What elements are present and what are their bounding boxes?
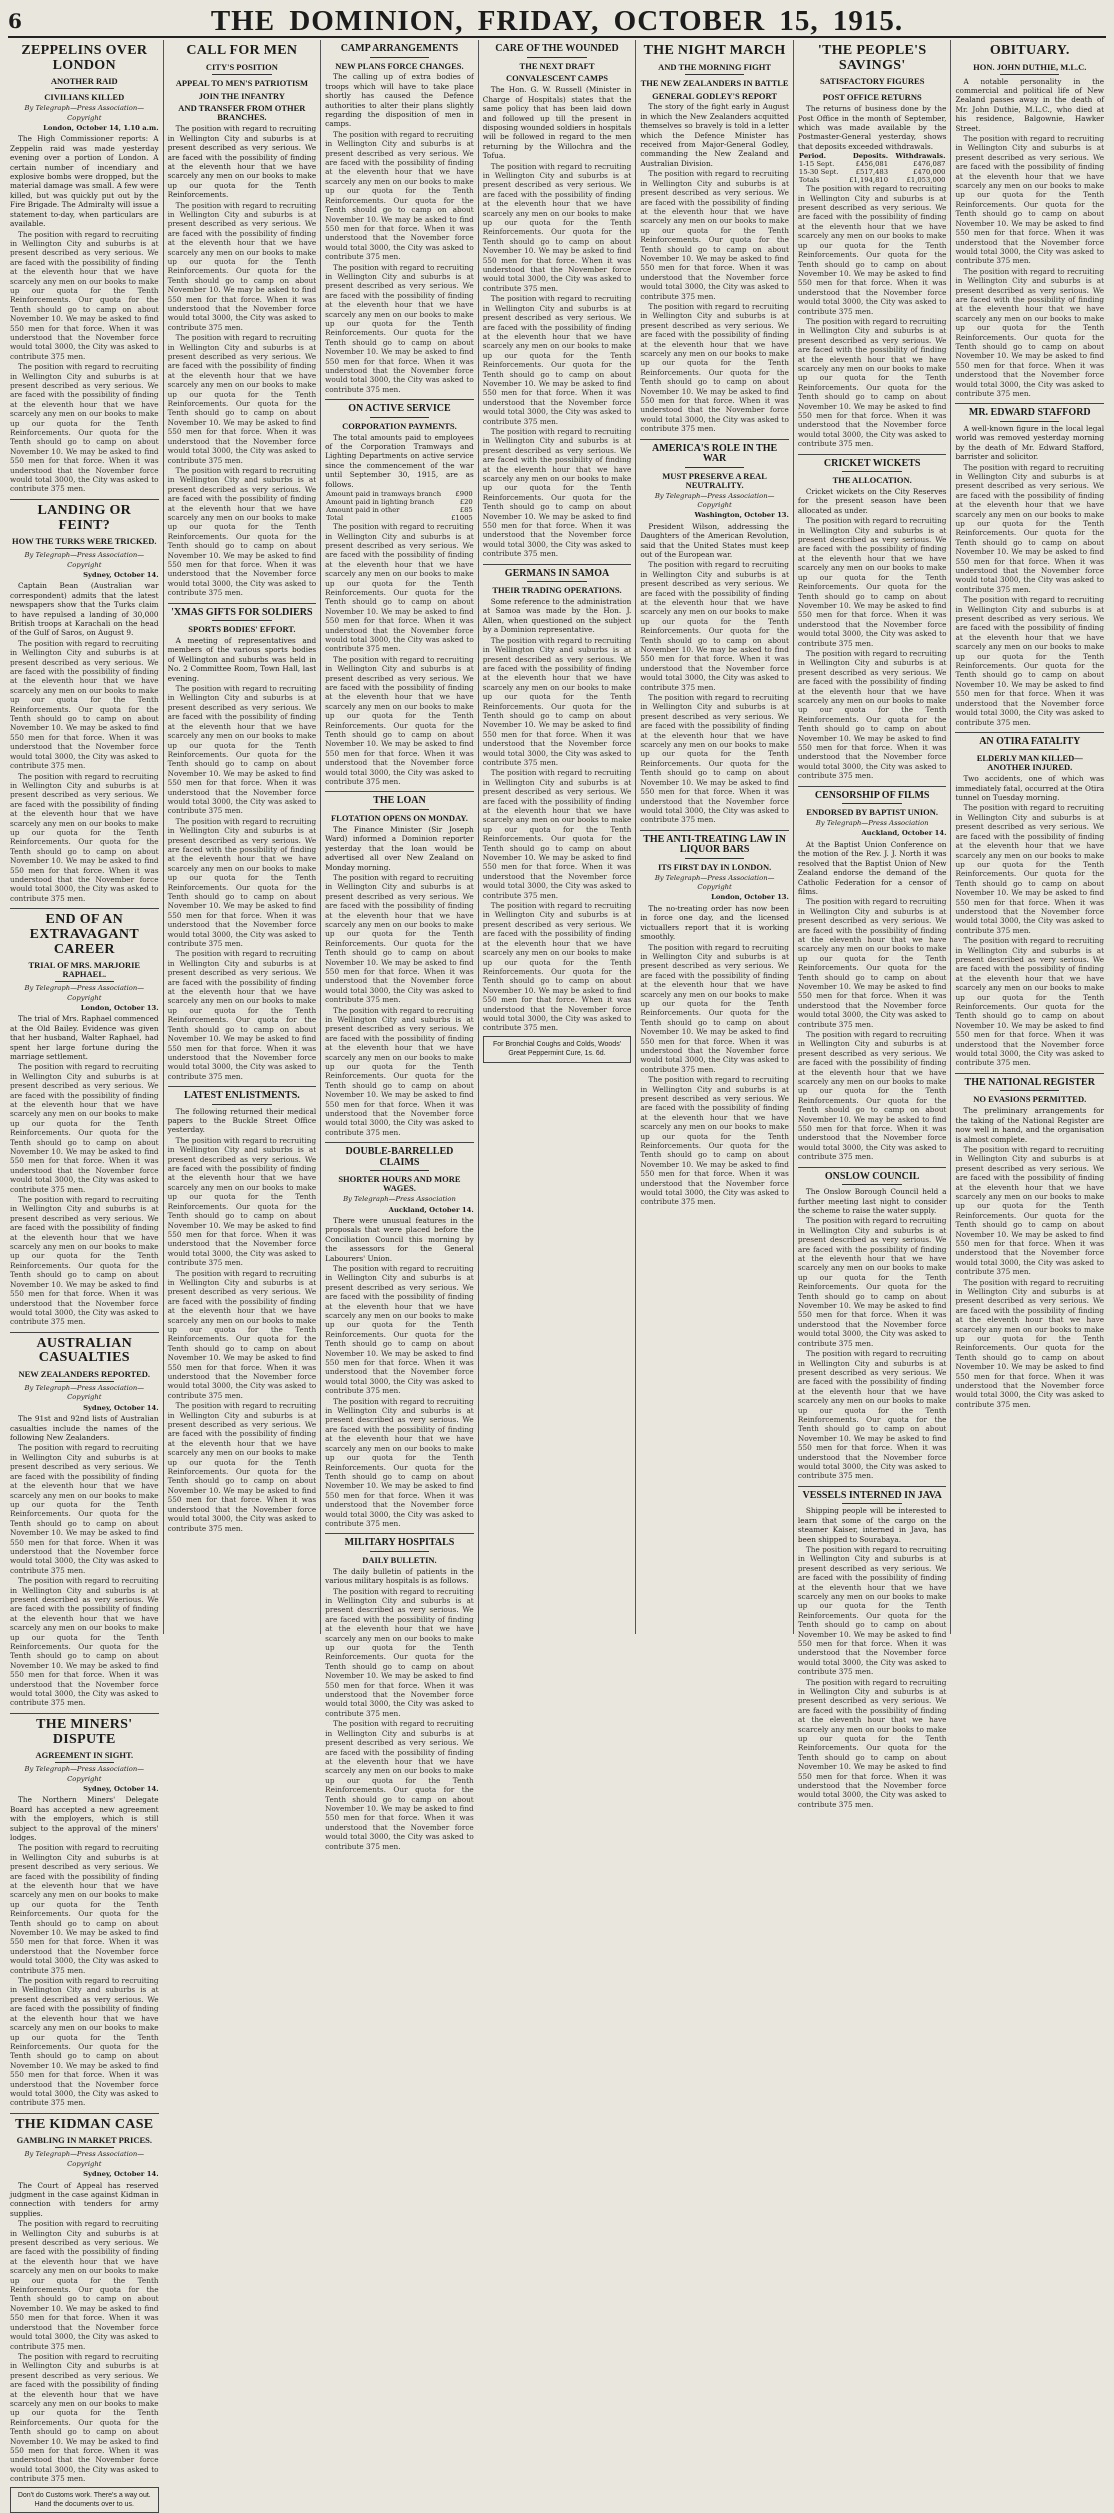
heading-rule [370, 1551, 429, 1552]
article-body-continued: The position with regard to recruiting in Wellington City and suburbs is at present described as very serious. We are faced with the possibility of finding at the eleventh hour that we have scarcely any men on our books to make up our quota for the Tenth Reinforcements. Our quota for the Tenth should go to camp on about November 10. We may be asked to find 550 men for that force. When it was understood that the November force would total 3000, the City was asked to contribute 375 men. [797, 1216, 947, 1348]
article-body-continued: The position with regard to recruiting in Wellington City and suburbs is at present described as very serious. We are faced with the possibility of finding at the eleventh hour that we have scarcely any men on our books to make up our quota for the Tenth Reinforcements. Our quota for the Tenth should go to camp on about November 10. We may be asked to find 550 men for that force. When it was understood that the November force would total 3000, the City was asked to contribute 375 men. [325, 872, 474, 1005]
article-divider [10, 2113, 159, 2114]
article-body-continued: The position with regard to recruiting in Wellington City and suburbs is at present described as very serious. We are faced with the possibility of finding at the eleventh hour that we have scarcely any men on our books to make up our quota for the Tenth Reinforcements. Our quota for the Tenth should go to camp on about November 10. We may be asked to find 550 men for that force. When it was understood that the November force would total 3000, the City was asked to contribute 375 men. [482, 294, 632, 426]
article-divider [640, 830, 789, 831]
article-headline: THE KIDMAN CASE [15, 2116, 154, 2132]
article-headline: 'THE PEOPLE'S SAVINGS' [817, 43, 927, 73]
article-subheading: HON. JOHN DUTHIE, M.L.C. [973, 61, 1087, 72]
article-body-continued: The position with regard to recruiting in Wellington City and suburbs is at present described as very serious. We are faced with the possibility of finding at the eleventh hour that we have scarcely any men on our books to make up our quota for the Tenth Reinforcements. Our quota for the Tenth should go to camp on about November 10. We may be asked to find 550 men for that force. When it was understood that the November force would total 3000, the City was asked to contribute 375 men. [10, 638, 159, 771]
article-divider [955, 403, 1104, 404]
article-subheading: NEW ZEALANDERS REPORTED. [18, 1369, 151, 1380]
article-subheading: CENSORSHIP OF FILMS [814, 789, 930, 801]
payments-label: Amount paid in other [326, 506, 400, 515]
heading-rule [685, 858, 744, 859]
article-body: Cricket wickets on the City Reserves for the present season have been allocated as under. [797, 487, 947, 515]
article-body-continued: The position with regard to recruiting in Wellington City and suburbs is at present described as very serious. We are faced with the possibility of finding at the eleventh hour that we have scarcely any men on our books to make up our quota for the Tenth Reinforcements. Our quota for the Tenth should go to camp on about November 10. We may be asked to find 550 men for that force. When it was understood that the November force would total 3000, the City was asked to contribute 375 men. [482, 161, 632, 293]
article-divider [483, 564, 632, 565]
article-body: Captain Bean (Australian war correspondent) admits that the latest newspapers show that the Turks claim to have repulsed a landing of 30,000 British troops at Karachali on the head of the Gulf of Saros, on August 9. [10, 581, 159, 638]
article-subheading: JOIN THE INFANTRY [198, 90, 286, 101]
article-body-continued: The position with regard to recruiting in Wellington City and suburbs is at present described as very serious. We are faced with the possibility of finding at the eleventh hour that we have scarcely any men on our books to make up our quota for the Tenth Reinforcements. Our quota for the Tenth should go to camp on about November 10. We may be asked to find 550 men for that force. When it was understood that the November force would total 3000, the City was asked to contribute 375 men. [955, 936, 1105, 1068]
heading-rule [370, 809, 429, 810]
article-subheading: POST OFFICE RETURNS [822, 92, 922, 103]
article-divider [10, 908, 159, 909]
table-cell: £517,483 [855, 168, 889, 177]
article-body-continued: The position with regard to recruiting in Wellington City and suburbs is at present described as very serious. We are faced with the possibility of finding at the eleventh hour that we have scarcely any men on our books to make up our quota for the Tenth Reinforcements. Our quota for the Tenth should go to camp on about November 10. We may be asked to find 550 men for that force. When it was understood that the November force would total 3000, the City was asked to contribute 375 men. [10, 229, 159, 361]
article-body-continued: The position with regard to recruiting in Wellington City and suburbs is at present described as very serious. We are faced with the possibility of finding at the eleventh hour that we have scarcely any men on our books to make up our quota for the Tenth Reinforcements. Our quota for the Tenth should go to camp on about November 10. We may be asked to find 550 men for that force. When it was understood that the November force would total 3000, the City was asked to contribute 375 men. [325, 129, 474, 262]
press-credit: By Telegraph—Press Association—Copyright [24, 104, 145, 122]
article-body-continued: The position with regard to recruiting in Wellington City and suburbs is at present described as very serious. We are faced with the possibility of finding at the eleventh hour that we have scarcely any men on our books to make up our quota for the Tenth Reinforcements. Our quota for the Tenth should go to camp on about November 10. We may be asked to find 550 men for that force. When it was understood that the November force would total 3000, the City was asked to contribute 375 men. [797, 516, 947, 648]
heading-rule [370, 57, 429, 58]
masthead-title [48, 5, 1066, 38]
article-subheading: MR. EDWARD STAFFORD [968, 407, 1091, 419]
article-body-continued: The position with regard to recruiting in Wellington City and suburbs is at present described as very serious. We are faced with the possibility of finding at the eleventh hour that we have scarcely any men on our books to make up our quota for the Tenth Reinforcements. Our quota for the Tenth should go to camp on about November 10. We may be asked to find 550 men for that force. When it was understood that the November force would total 3000, the City was asked to contribute 375 men. [482, 426, 632, 559]
article-subheading: THE NEW ZEALANDERS IN BATTLE [640, 77, 789, 88]
article-body: The following returned their medical papers to the Buckle Street Office yesterday. [167, 1106, 317, 1135]
article-body-continued: The position with regard to recruiting in Wellington City and suburbs is at present described as very serious. We are faced with the possibility of finding at the eleventh hour that we have scarcely any men on our books to make up our quota for the Tenth Reinforcements. Our quota for the Tenth should go to camp on about November 10. We may be asked to find 550 men for that force. When it was understood that the November force would total 3000, the City was asked to contribute 375 men. [955, 803, 1105, 935]
article-body-continued: The position with regard to recruiting in Wellington City and suburbs is at present described as very serious. We are faced with the possibility of finding at the eleventh hour that we have scarcely any men on our books to make up our quota for the Tenth Reinforcements. Our quota for the Tenth should go to camp on about November 10. We may be asked to find 550 men for that force. When it was understood that the November force would total 3000, the City was asked to contribute 375 men. [325, 654, 474, 787]
table-cell: £476,087 [913, 160, 946, 169]
article-body-continued: The position with regard to recruiting in Wellington City and suburbs is at present described as very serious. We are faced with the possibility of finding at the eleventh hour that we have scarcely any men on our books to make up our quota for the Tenth Reinforcements. Our quota for the Tenth should go to camp on about November 10. We may be asked to find 550 men for that force. When it was understood that the November force would total 3000, the City was asked to contribute 375 men. [10, 1062, 159, 1194]
article-body-continued: The position with regard to recruiting in Wellington City and suburbs is at present described as very serious. We are faced with the possibility of finding at the eleventh hour that we have scarcely any men on our books to make up our quota for the Tenth Reinforcements. Our quota for the Tenth should go to camp on about November 10. We may be asked to find 550 men for that force. When it was understood that the November force would total 3000, the City was asked to contribute 375 men. [955, 1144, 1105, 1277]
article-body-continued: The position with regard to recruiting in Wellington City and suburbs is at present described as very serious. We are faced with the possibility of finding at the eleventh hour that we have scarcely any men on our books to make up our quota for the Tenth Reinforcements. Our quota for the Tenth should go to camp on about November 10. We may be asked to find 550 men for that force. When it was understood that the November force would total 3000, the City was asked to contribute 375 men. [640, 1075, 789, 1207]
article-divider [798, 786, 947, 787]
article-subheading: THE ALLOCATION. [832, 475, 912, 486]
article-body-continued: The position with regard to recruiting in Wellington City and suburbs is at present described as very serious. We are faced with the possibility of finding at the eleventh hour that we have scarcely any men on our books to make up our quota for the Tenth Reinforcements. Our quota for the Tenth should go to camp on about November 10. We may be asked to find 550 men for that force. When it was understood that the November force would total 3000, the City was asked to contribute 375 men. [167, 684, 317, 816]
article-body-continued: The position with regard to recruiting in Wellington City and suburbs is at present described as very serious. We are faced with the possibility of finding at the eleventh hour that we have scarcely any men on our books to make up our quota for the Tenth Reinforcements. Our quota for the Tenth should go to camp on about November 10. We may be asked to find 550 men for that force. When it was understood that the November force would total 3000, the City was asked to contribute 375 men. [167, 949, 317, 1081]
heading-rule [527, 581, 586, 582]
payments-row [325, 498, 474, 506]
article-divider [10, 1332, 159, 1333]
article-body-continued: The position with regard to recruiting in Wellington City and suburbs is at present described as very serious. We are faced with the possibility of finding at the eleventh hour that we have scarcely any men on our books to make up our quota for the Tenth Reinforcements. Our quota for the Tenth should go to camp on about November 10. We may be asked to find 550 men for that force. When it was understood that the November force would total 3000, the City was asked to contribute 375 men. [167, 1135, 317, 1268]
article-body: The Finance Minister (Sir Joseph Ward) informed a Dominion reporter yesterday that the loan would be advertised all over New Zealand on Monday morning. [325, 824, 474, 872]
article-subheading: AMERICA'S ROLE IN THE WAR [652, 442, 778, 465]
article-body: At the Baptist Union Conference on the motion of the Rev. J. J. North it was resolved that the Baptist Union of New Zealand endorse the demand of the Catholic Federation for a censor of films. [797, 839, 947, 896]
table-cell: £1,194,810 [849, 176, 889, 185]
article-body-continued: The position with regard to recruiting in Wellington City and suburbs is at present described as very serious. We are faced with the possibility of finding at the eleventh hour that we have scarcely any men on our books to make up our quota for the Tenth Reinforcements. Our quota for the Tenth should go to camp on about November 10. We may be asked to find 550 men for that force. When it was understood that the November force would total 3000, the City was asked to contribute 375 men. [167, 200, 317, 332]
press-credit: By Telegraph—Press Association [815, 819, 929, 828]
article-subheading: CITY'S POSITION [205, 61, 278, 72]
dateline: Sydney, October 14. [83, 570, 159, 579]
press-credit: By Telegraph—Press Association—Copyright [24, 1765, 145, 1783]
heading-rule [55, 1381, 114, 1382]
article-subheading: TRIAL OF MRS. MARJORIE RAPHAEL. [28, 960, 141, 980]
table-cell: Totals [798, 176, 820, 185]
article-divider [798, 1167, 947, 1168]
article-body-continued: The position with regard to recruiting in Wellington City and suburbs is at present described as very serious. We are faced with the possibility of finding at the eleventh hour that we have scarcely any men on our books to make up our quota for the Tenth Reinforcements. Our quota for the Tenth should go to camp on about November 10. We may be asked to find 550 men for that force. When it was understood that the November force would total 3000, the City was asked to contribute 375 men. [10, 1976, 159, 2108]
article-subheading: DAILY BULLETIN. [362, 1554, 437, 1565]
masthead [8, 6, 1106, 38]
article-body: There were unusual features in the proposals that were placed before the Conciliation Council this morning by the assessors for the General Labourers' Union. [325, 1215, 474, 1263]
payments-table [325, 490, 474, 522]
heading-rule [685, 467, 744, 468]
article-headline: CALL FOR MEN [186, 43, 298, 58]
article-body-continued: The position with regard to recruiting in Wellington City and suburbs is at present described as very serious. We are faced with the possibility of finding at the eleventh hour that we have scarcely any men on our books to make up our quota for the Tenth Reinforcements. Our quota for the Tenth should go to camp on about November 10. We may be asked to find 550 men for that force. When it was understood that the November force would total 3000, the City was asked to contribute 375 men. [955, 266, 1105, 399]
article-body: A well-known figure in the local legal world was removed yesterday morning by the death of Mr. Edward Stafford, barrister and solicitor. [955, 423, 1105, 462]
table-row [798, 176, 947, 184]
article-body-continued: The position with regard to recruiting in Wellington City and suburbs is at present described as very serious. We are faced with the possibility of finding at the eleventh hour that we have scarcely any men on our books to make up our quota for the Tenth Reinforcements. Our quota for the Tenth should go to camp on about November 10. We may be asked to find 550 men for that force. When it was understood that the November force would total 3000, the City was asked to contribute 375 men. [167, 816, 317, 949]
column [164, 40, 322, 1634]
press-credit: By Telegraph—Press Association—Copyright [24, 2150, 145, 2168]
payments-total-label: Total [326, 514, 344, 523]
article-body: The daily bulletin of patients in the various military hospitals is as follows. [325, 1566, 474, 1586]
article-body-continued: The position with regard to recruiting in Wellington City and suburbs is at present described as very serious. We are faced with the possibility of finding at the eleventh hour that we have scarcely any men on our books to make up our quota for the Tenth Reinforcements. Our quota for the Tenth should go to camp on about November 10. We may be asked to find 550 men for that force. When it was understood that the November force would total 3000, the City was asked to contribute 375 men. [482, 635, 632, 767]
press-credit: By Telegraph—Press Association [343, 1195, 456, 1204]
article-divider [325, 399, 474, 400]
heading-rule [370, 417, 429, 418]
heading-rule [212, 620, 271, 621]
article-headline: THE MINERS' DISPUTE [36, 1716, 133, 1747]
article-subheading: AND TRANSFER FROM OTHER BRANCHES. [178, 103, 306, 123]
article-body-continued: The position with regard to recruiting in Wellington City and suburbs is at present described as very serious. We are faced with the possibility of finding at the eleventh hour that we have scarcely any men on our books to make up our quota for the Tenth Reinforcements. Our quota for the Tenth should go to camp on about November 10. We may be asked to find 550 men for that force. When it was understood that the November force would total 3000, the City was asked to contribute 375 men. [10, 1843, 159, 1975]
post-office-table [798, 152, 947, 184]
article-body: The total amounts paid to employees of the Corporation Tramways and Lighting Departments on active service since the commencement of the war until September 30, 1915, are as follows. [325, 432, 474, 489]
article-body-continued: The position with regard to recruiting in Wellington City and suburbs is at present described as very serious. We are faced with the possibility of finding at the eleventh hour that we have scarcely any men on our books to make up our quota for the Tenth Reinforcements. Our quota for the Tenth should go to camp on about November 10. We may be asked to find 550 men for that force. When it was understood that the November force would total 3000, the City was asked to contribute 375 men. [167, 1268, 317, 1400]
article-body: Two accidents, one of which was immediately fatal, occurred at the Otira tunnel on Tuesday morning. [955, 774, 1105, 803]
article-headline: AUSTRALIAN CASUALTIES [36, 1335, 133, 1366]
article-body-continued: The position with regard to recruiting in Wellington City and suburbs is at present described as very serious. We are faced with the possibility of finding at the eleventh hour that we have scarcely any men on our books to make up our quota for the Tenth Reinforcements. Our quota for the Tenth should go to camp on about November 10. We may be asked to find 550 men for that force. When it was understood that the November force would total 3000, the City was asked to contribute 375 men. [10, 2351, 159, 2484]
article-body-continued: The position with regard to recruiting in Wellington City and suburbs is at present described as very serious. We are faced with the possibility of finding at the eleventh hour that we have scarcely any men on our books to make up our quota for the Tenth Reinforcements. Our quota for the Tenth should go to camp on about November 10. We may be asked to find 550 men for that force. When it was understood that the November force would total 3000, the City was asked to contribute 375 men. [10, 362, 159, 494]
masthead-word: OCTOBER [613, 4, 766, 37]
payments-value: £85 [459, 506, 473, 515]
column [794, 40, 952, 1809]
heading-rule [1000, 421, 1059, 422]
payments-row [325, 506, 474, 514]
article-subheading: AND THE MORNING FIGHT [658, 61, 772, 72]
table-header: Deposits. [852, 152, 889, 161]
heading-rule [842, 1503, 901, 1504]
article-body-continued: The position with regard to recruiting in Wellington City and suburbs is at present described as very serious. We are faced with the possibility of finding at the eleventh hour that we have scarcely any men on our books to make up our quota for the Tenth Reinforcements. Our quota for the Tenth should go to camp on about November 10. We may be asked to find 550 men for that force. When it was understood that the November force would total 3000, the City was asked to contribute 375 men. [640, 560, 789, 692]
dateline: Auckland, October 14. [388, 1205, 474, 1214]
dateline: Sydney, October 14. [83, 1784, 159, 1793]
article-body-continued: The position with regard to recruiting in Wellington City and suburbs is at present described as very serious. We are faced with the possibility of finding at the eleventh hour that we have scarcely any men on our books to make up our quota for the Tenth Reinforcements. Our quota for the Tenth should go to camp on about November 10. We may be asked to find 550 men for that force. When it was understood that the November force would total 3000, the City was asked to contribute 375 men. [797, 897, 947, 1029]
article-subheading: CARE OF THE WOUNDED [495, 43, 619, 54]
dateline: London, October 13. [711, 893, 789, 902]
column [951, 40, 1108, 1634]
article-subheading: CIVILIANS KILLED [44, 92, 125, 103]
heading-rule [212, 1104, 271, 1105]
article-subheading: GERMANS IN SAMOA [504, 567, 610, 579]
article-body-continued: The position with regard to recruiting in Wellington City and suburbs is at present described as very serious. We are faced with the possibility of finding at the eleventh hour that we have scarcely any men on our books to make up our quota for the Tenth Reinforcements. Our quota for the Tenth should go to camp on about November 10. We may be asked to find 550 men for that force. When it was understood that the November force would total 3000, the City was asked to contribute 375 men. [640, 301, 789, 434]
payments-total-row [325, 514, 474, 522]
table-cell: 1-15 Sept. [798, 160, 835, 169]
article-body: The Onslow Borough Council held a further meeting last night to consider the scheme to raise the water supply. [797, 1187, 947, 1215]
article-subheading: THE LOAN [373, 795, 426, 807]
article-body-continued: The position with regard to recruiting in Wellington City and suburbs is at present described as very serious. We are faced with the possibility of finding at the eleventh hour that we have scarcely any men on our books to make up our quota for the Tenth Reinforcements. Our quota for the Tenth should go to camp on about November 10. We may be asked to find 550 men for that force. When it was understood that the November force would total 3000, the City was asked to contribute 375 men. [955, 1277, 1105, 1409]
article-subheading: VESSELS INTERNED IN JAVA [802, 1489, 942, 1501]
masthead-word: 1915. [832, 4, 904, 37]
table-cell: 15-30 Sept. [798, 168, 839, 177]
article-body-continued: The position with regard to recruiting in Wellington City and suburbs is at present described as very serious. We are faced with the possibility of finding at the eleventh hour that we have scarcely any men on our books to make up our quota for the Tenth Reinforcements. Our quota for the Tenth should go to camp on about November 10. We may be asked to find 550 men for that force. When it was understood that the November force would total 3000, the City was asked to contribute 375 men. [10, 2219, 159, 2351]
heading-rule [55, 1762, 114, 1763]
heading-rule [842, 471, 901, 472]
article-subheading: THE NATIONAL REGISTER [964, 1076, 1095, 1088]
heading-rule [842, 88, 901, 89]
press-credit: By Telegraph—Press Association—Copyright [654, 491, 775, 509]
article-body-continued: The position with regard to recruiting in Wellington City and suburbs is at present described as very serious. We are faced with the possibility of finding at the eleventh hour that we have scarcely any men on our books to make up our quota for the Tenth Reinforcements. Our quota for the Tenth should go to camp on about November 10. We may be asked to find 550 men for that force. When it was understood that the November force would total 3000, the City was asked to contribute 375 men. [325, 522, 474, 654]
article-body: The trial of Mrs. Raphael commenced at the Old Bailey. Evidence was given that her husband, Walter Raphael, had spent her large fortune during the marriage settlement. [10, 1014, 159, 1061]
article-subheading: ON ACTIVE SERVICE [348, 403, 451, 415]
article-subheading: ITS FIRST DAY IN LONDON. [657, 861, 772, 872]
article-subheading: LATEST ENLISTMENTS. [183, 1090, 300, 1102]
column [6, 40, 164, 2508]
article-body: Shipping people will be interested to learn that some of the cargo on the steamer Kaiser, interned in Java, has been shipped to Sourabaya. [797, 1506, 947, 1544]
press-credit: By Telegraph—Press Association—Copyright [24, 984, 145, 1002]
column [479, 40, 637, 1634]
article-body-continued: The position with regard to recruiting in Wellington City and suburbs is at present described as very serious. We are faced with the possibility of finding at the eleventh hour that we have scarcely any men on our books to make up our quota for the Tenth Reinforcements. Our quota for the Tenth should go to camp on about November 10. We may be asked to find 550 men for that force. When it was understood that the November force would total 3000, the City was asked to contribute 375 men. [797, 1544, 947, 1677]
article-body-continued: The position with regard to recruiting in Wellington City and suburbs is at present described as very serious. We are faced with the possibility of finding at the eleventh hour that we have scarcely any men on our books to make up our quota for the Tenth Reinforcements. Our quota for the Tenth should go to camp on about November 10. We may be asked to find 550 men for that force. When it was understood that the November force would total 3000, the City was asked to contribute 375 men. [797, 316, 947, 449]
payments-total-value: £1005 [451, 514, 473, 523]
article-body: Some reference to the administration at Samoa was made by the Hon. J. Allen, when questioned on the subject by a Dominion representative. [482, 597, 632, 635]
article-divider [798, 1486, 947, 1487]
heading-rule [842, 1184, 901, 1185]
article-divider [10, 499, 159, 500]
article-headline: OBITUARY. [989, 43, 1070, 58]
page-number: 6 [8, 9, 22, 33]
dateline: London, October 13. [80, 1003, 159, 1012]
article-body-continued: The position with regard to recruiting in Wellington City and suburbs is at present described as very serious. We are faced with the possibility of finding at the eleventh hour that we have scarcely any men on our books to make up our quota for the Tenth Reinforcements. Our quota for the Tenth should go to camp on about November 10. We may be asked to find 550 men for that force. When it was understood that the November force would total 3000, the City was asked to contribute 375 men. [325, 1396, 474, 1528]
article-subheading: SATISFACTORY FIGURES [819, 76, 925, 87]
article-subheading: ELDERLY MAN KILLED—ANOTHER INJURED. [976, 753, 1083, 773]
article-body: The Northern Miners' Delegate Board has accepted a new agreement with the employers, which is still subject to the approval of the miners' lodges. [10, 1795, 159, 1842]
article-divider [10, 1713, 159, 1714]
article-body-continued: The position with regard to recruiting in Wellington City and suburbs is at present described as very serious. We are faced with the possibility of finding at the eleventh hour that we have scarcely any men on our books to make up our quota for the Tenth Reinforcements. Our quota for the Tenth should go to camp on about November 10. We may be asked to find 550 men for that force. When it was understood that the November force would total 3000, the City was asked to contribute 375 men. [955, 134, 1105, 266]
article-divider [955, 732, 1104, 733]
article-subheading: FLOTATION OPENS ON MONDAY. [330, 812, 468, 823]
article-body-continued: The position with regard to recruiting in Wellington City and suburbs is at present described as very serious. We are faced with the possibility of finding at the eleventh hour that we have scarcely any men on our books to make up our quota for the Tenth Reinforcements. Our quota for the Tenth should go to camp on about November 10. We may be asked to find 550 men for that force. When it was understood that the November force would total 3000, the City was asked to contribute 375 men. [10, 1576, 159, 1708]
heading-rule [55, 548, 114, 549]
article-body: President Wilson, addressing the Daughters of the American Revolution, said that the United States must keep out of the European war. [640, 521, 789, 559]
article-body-continued: The position with regard to recruiting in Wellington City and suburbs is at present described as very serious. We are faced with the possibility of finding at the eleventh hour that we have scarcely any men on our books to make up our quota for the Tenth Reinforcements. Our quota for the Tenth should go to camp on about November 10. We may be asked to find 550 men for that force. When it was understood that the November force would total 3000, the City was asked to contribute 375 men. [955, 462, 1105, 594]
article-subheading: NEW PLANS FORCE CHANGES. [335, 60, 464, 71]
article-body-continued: The position with regard to recruiting in Wellington City and suburbs is at present described as very serious. We are faced with the possibility of finding at the eleventh hour that we have scarcely any men on our books to make up our quota for the Tenth Reinforcements. Our quota for the Tenth should go to camp on about November 10. We may be asked to find 550 men for that force. When it was understood that the November force would total 3000, the City was asked to contribute 375 men. [167, 1401, 317, 1533]
article-headline: ZEPPELINS OVER LONDON [21, 43, 148, 73]
heading-rule [842, 803, 901, 804]
article-body-continued: The position with regard to recruiting in Wellington City and suburbs is at present described as very serious. We are faced with the possibility of finding at the eleventh hour that we have scarcely any men on our books to make up our quota for the Tenth Reinforcements. Our quota for the Tenth should go to camp on about November 10. We may be asked to find 550 men for that force. When it was understood that the November force would total 3000, the City was asked to contribute 375 men. [325, 1005, 474, 1137]
article-subheading: GAMBLING IN MARKET PRICES. [16, 2135, 152, 2146]
table-cell: £470,000 [913, 168, 946, 177]
table-header: Withdrawals. [895, 152, 946, 161]
article-subheading: NO EVASIONS PERMITTED. [973, 1094, 1087, 1105]
dateline: Sydney, October 14. [83, 2170, 159, 2179]
press-credit: By Telegraph—Press Association—Copyright [654, 873, 775, 892]
article-body-continued: The position with regard to recruiting in Wellington City and suburbs is at present described as very serious. We are faced with the possibility of finding at the eleventh hour that we have scarcely any men on our books to make up our quota for the Tenth Reinforcements. Our quota for the Tenth should go to camp on about November 10. We may be asked to find 550 men for that force. When it was understood that the November force would total 3000, the City was asked to contribute 375 men. [797, 1349, 947, 1481]
heading-rule [1000, 74, 1059, 75]
article-divider [168, 603, 317, 604]
article-subheading: APPEAL TO MEN'S PATRIOTISM [175, 77, 309, 88]
article-body-continued: The position with regard to recruiting in Wellington City and suburbs is at present described as very serious. We are faced with the possibility of finding at the eleventh hour that we have scarcely any men on our books to make up our quota for the Tenth Reinforcements. Our quota for the Tenth should go to camp on about November 10. We may be asked to find 550 men for that force. When it was understood that the November force would total 3000, the City was asked to contribute 375 men. [640, 169, 789, 301]
article-body: The story of the fight early in August in which the New Zealanders acquitted themselves so bravely is told in a letter which the Defence Minister has received from Major-General Godley, commanding the New Zealand and Australian Division. [640, 102, 789, 168]
article-headline: END OF AN EXTRAVAGANT CAREER [29, 912, 139, 957]
article-body-continued: The position with regard to recruiting in Wellington City and suburbs is at present described as very serious. We are faced with the possibility of finding at the eleventh hour that we have scarcely any men on our books to make up our quota for the Tenth Reinforcements. Our quota for the Tenth should go to camp on about November 10. We may be asked to find 550 men for that force. When it was understood that the November force would total 3000, the City was asked to contribute 375 men. [797, 184, 947, 316]
columns [6, 40, 1108, 2508]
article-body-continued: The position with regard to recruiting in Wellington City and suburbs is at present described as very serious. We are faced with the possibility of finding at the eleventh hour that we have scarcely any men on our books to make up our quota for the Tenth Reinforcements. Our quota for the Tenth should go to camp on about November 10. We may be asked to find 550 men for that force. When it was understood that the November force would total 3000, the City was asked to contribute 375 men. [167, 333, 317, 465]
article-body-continued: The position with regard to recruiting in Wellington City and suburbs is at present described as very serious. We are faced with the possibility of finding at the eleventh hour that we have scarcely any men on our books to make up our quota for the Tenth Reinforcements. Our quota for the Tenth should go to camp on about November 10. We may be asked to find 550 men for that force. When it was understood that the November force would total 3000, the City was asked to contribute 375 men. [482, 768, 632, 900]
heading-rule [527, 57, 586, 58]
heading-rule [55, 2147, 114, 2148]
article-body-continued: The position with regard to recruiting in Wellington City and suburbs is at present described as very serious. We are faced with the possibility of finding at the eleventh hour that we have scarcely any men on our books to make up our quota for the Tenth Reinforcements. Our quota for the Tenth should go to camp on about November 10. We may be asked to find 550 men for that force. When it was understood that the November force would total 3000, the City was asked to contribute 375 men. [797, 1030, 947, 1162]
table-header-row [798, 152, 947, 160]
article-subheading: SHORTER HOURS AND MORE WAGES. [338, 1174, 461, 1194]
article-body-continued: The position with regard to recruiting in Wellington City and suburbs is at present described as very serious. We are faced with the possibility of finding at the eleventh hour that we have scarcely any men on our books to make up our quota for the Tenth Reinforcements. Our quota for the Tenth should go to camp on about November 10. We may be asked to find 550 men for that force. When it was understood that the November force would total 3000, the City was asked to contribute 375 men. [167, 465, 317, 598]
article-subheading: CONVALESCENT CAMPS [506, 73, 608, 84]
article-body-continued: The position with regard to recruiting in Wellington City and suburbs is at present described as very serious. We are faced with the possibility of finding at the eleventh hour that we have scarcely any men on our books to make up our quota for the Tenth Reinforcements. Our quota for the Tenth should go to camp on about November 10. We may be asked to find 550 men for that force. When it was understood that the November force would total 3000, the City was asked to contribute 375 men. [640, 693, 789, 825]
advertisement: For Bronchial Coughs and Colds, Woods' Great Peppermint Cure, 1s. 6d. [483, 1036, 632, 1063]
article-divider [955, 1073, 1104, 1074]
column [636, 40, 794, 1634]
article-subheading: MILITARY HOSPITALS [344, 1537, 455, 1549]
heading-rule [55, 88, 114, 89]
article-body: The returns of business done by the Post Office in the month of September, which was made available by the Postmaster-General yesterday, shows that deposits exceeded withdrawals. [797, 104, 947, 151]
article-body: A meeting of representatives and members of the various sports bodies of Wellington and suburbs was held in No. 2 Committee Room, Town Hall, last evening. [167, 636, 317, 683]
article-divider [168, 1086, 317, 1087]
dateline: Sydney, October 14. [83, 1403, 159, 1412]
table-row [798, 168, 947, 176]
article-body-continued: The position with regard to recruiting in Wellington City and suburbs is at present described as very serious. We are faced with the possibility of finding at the eleventh hour that we have scarcely any men on our books to make up our quota for the Tenth Reinforcements. Our quota for the Tenth should go to camp on about November 10. We may be asked to find 550 men for that force. When it was understood that the November force would total 3000, the City was asked to contribute 375 men. [10, 771, 159, 903]
press-credit: By Telegraph—Press Association—Copyright [24, 1384, 145, 1402]
article-divider [325, 791, 474, 792]
article-subheading: ANOTHER RAID [50, 76, 118, 87]
article-body-continued: The position with regard to recruiting in Wellington City and suburbs is at present described as very serious. We are faced with the possibility of finding at the eleventh hour that we have scarcely any men on our books to make up our quota for the Tenth Reinforcements. Our quota for the Tenth should go to camp on about November 10. We may be asked to find 550 men for that force. When it was understood that the November force would total 3000, the City was asked to contribute 375 men. [482, 901, 632, 1033]
masthead-word: DOMINION, [289, 4, 464, 37]
column [321, 40, 479, 1851]
article-headline: LANDING OR FEINT? [37, 502, 132, 533]
article-divider [325, 1142, 474, 1143]
article-subheading: CRICKET WICKETS [823, 457, 921, 469]
table-cell: £456,081 [855, 160, 889, 169]
masthead-word: THE [210, 4, 276, 37]
article-body-continued: The position with regard to recruiting in Wellington City and suburbs is at present described as very serious. We are faced with the possibility of finding at the eleventh hour that we have scarcely any men on our books to make up our quota for the Tenth Reinforcements. Our quota for the Tenth should go to camp on about November 10. We may be asked to find 550 men for that force. When it was understood that the November force would total 3000, the City was asked to contribute 375 men. [640, 942, 789, 1074]
heading-rule [1000, 749, 1059, 750]
article-body-continued: The position with regard to recruiting in Wellington City and suburbs is at present described as very serious. We are faced with the possibility of finding at the eleventh hour that we have scarcely any men on our books to make up our quota for the Tenth Reinforcements. Our quota for the Tenth should go to camp on about November 10. We may be asked to find 550 men for that force. When it was understood that the November force would total 3000, the City was asked to contribute 375 men. [797, 648, 947, 781]
article-subheading: CAMP ARRANGEMENTS [340, 43, 459, 54]
payments-row [325, 490, 474, 498]
article-subheading: CORPORATION PAYMENTS. [342, 420, 457, 431]
article-divider [798, 454, 947, 455]
article-body-continued: The position with regard to recruiting in Wellington City and suburbs is at present described as very serious. We are faced with the possibility of finding at the eleventh hour that we have scarcely any men on our books to make up our quota for the Tenth Reinforcements. Our quota for the Tenth should go to camp on about November 10. We may be asked to find 550 men for that force. When it was understood that the November force would total 3000, the City was asked to contribute 375 men. [325, 1263, 474, 1396]
article-subheading: 'XMAS GIFTS FOR SOLDIERS [171, 606, 313, 618]
heading-rule [685, 74, 744, 75]
dateline: London, October 14, 1.10 a.m. [43, 124, 159, 133]
article-subheading: THEIR TRADING OPERATIONS. [492, 585, 622, 596]
table-row [798, 160, 947, 168]
article-subheading: SPORTS BODIES' EFFORT. [188, 624, 296, 635]
masthead-word: 15, [779, 4, 819, 37]
article-body-continued: The position with regard to recruiting in Wellington City and suburbs is at present described as very serious. We are faced with the possibility of finding at the eleventh hour that we have scarcely any men on our books to make up our quota for the Tenth Reinforcements. Our quota for the Tenth should go to camp on about November 10. We may be asked to find 550 men for that force. When it was understood that the November force would total 3000, the City was asked to contribute 375 men. [797, 1677, 947, 1809]
article-body: The High Commissioner reports: A Zeppelin raid was made yesterday evening over a portion of London. A certain number of incendiary and explosive bombs were dropped, but the material damage was small. A few were killed, but was quickly put out by the Fire Brigade. The Admiralty will issue a statement to-day, when particulars are available. [10, 134, 159, 229]
heading-rule [1000, 1090, 1059, 1091]
article-body: The Court of Appeal has reserved judgment in the case against Kidman in connection with tenders for army supplies. [10, 2180, 159, 2218]
article-body: The no-treating order has now been in force one day, and the licensed victuallers report that it is working smoothly. [640, 903, 789, 942]
article-body: The 91st and 92nd lists of Australian casualties include the names of the following New Zealanders. [10, 1414, 159, 1443]
payments-value: £900 [455, 490, 473, 499]
payments-label: Amount paid in tramways branch [326, 490, 442, 499]
masthead-word: FRIDAY, [477, 4, 600, 37]
article-body-continued: The position with regard to recruiting in Wellington City and suburbs is at present described as very serious. We are faced with the possibility of finding at the eleventh hour that we have scarcely any men on our books to make up our quota for the Tenth Reinforcements. Our quota for the Tenth should go to camp on about November 10. We may be asked to find 550 men for that force. When it was understood that the November force would total 3000, the City was asked to contribute 375 men. [10, 1443, 159, 1575]
heading-rule [212, 74, 271, 75]
article-body-continued: The position with regard to recruiting in Wellington City and suburbs is at present described as very serious. We are faced with the possibility of finding at the eleventh hour that we have scarcely any men on our books to make up our quota for the Tenth Reinforcements. Our quota for the Tenth should go to camp on about November 10. We may be asked to find 550 men for that force. When it was understood that the November force would total 3000, the City was asked to contribute 375 men. [10, 1195, 159, 1327]
article-subheading: ONSLOW COUNCIL [824, 1170, 920, 1182]
payments-value: £20 [459, 498, 473, 507]
article-subheading: ENDORSED BY BAPTIST UNION. [806, 807, 939, 818]
article-body-continued: The position with regard to recruiting in Wellington City and suburbs is at present described as very serious. We are faced with the possibility of finding at the eleventh hour that we have scarcely any men on our books to make up our quota for the Tenth Reinforcements. Our quota for the Tenth should go to camp on about November 10. We may be asked to find 550 men for that force. When it was understood that the November force would total 3000, the City was asked to contribute 375 men. [325, 1586, 474, 1718]
table-header: Period. [798, 152, 826, 161]
article-headline: THE NIGHT MARCH [643, 43, 786, 58]
article-body-continued: The position with regard to recruiting in Wellington City and suburbs is at present described as very serious. We are faced with the possibility of finding at the eleventh hour that we have scarcely any men on our books to make up our quota for the Tenth Reinforcements. Our quota for the Tenth should go to camp on about November 10. We may be asked to find 550 men for that force. When it was understood that the November force would total 3000, the City was asked to contribute 375 men. [325, 1719, 474, 1851]
table-cell: £1,053,000 [906, 176, 946, 185]
heading-rule [55, 981, 114, 982]
article-subheading: GENERAL GODLEY'S REPORT [652, 90, 778, 101]
article-subheading: AGREEMENT IN SIGHT. [35, 1750, 134, 1761]
dateline: Auckland, October 14. [861, 829, 947, 838]
article-subheading: DOUBLE-BARRELLED CLAIMS [345, 1146, 454, 1168]
article-subheading: THE ANTI-TREATING LAW IN LIQUOR BARS [643, 833, 786, 856]
advertisement: Don't do Customs work. There's a way out. Hand the documents over to us. [10, 2487, 159, 2513]
article-subheading: AN OTIRA FATALITY [979, 735, 1081, 747]
article-subheading: THE NEXT DRAFT [519, 60, 595, 71]
article-subheading: HOW THE TURKS WERE TRICKED. [12, 536, 157, 547]
article-body: The position with regard to recruiting in Wellington City and suburbs is at present described as very serious. We are faced with the possibility of finding at the eleventh hour that we have scarcely any men on our books to make up our quota for the Tenth Reinforcements. [167, 124, 317, 200]
article-body: The preliminary arrangements for the taking of the National Register are now well in hand, and the organisation is almost complete. [955, 1106, 1105, 1144]
payments-label: Amount paid in lighting branch [326, 498, 435, 507]
article-divider [640, 439, 789, 440]
dateline: Washington, October 13. [694, 511, 789, 520]
heading-rule [370, 1170, 429, 1171]
article-body-continued: The position with regard to recruiting in Wellington City and suburbs is at present described as very serious. We are faced with the possibility of finding at the eleventh hour that we have scarcely any men on our books to make up our quota for the Tenth Reinforcements. Our quota for the Tenth should go to camp on about November 10. We may be asked to find 550 men for that force. When it was understood that the November force would total 3000, the City was asked to contribute 375 men. [325, 262, 474, 394]
article-body-continued: The position with regard to recruiting in Wellington City and suburbs is at present described as very serious. We are faced with the possibility of finding at the eleventh hour that we have scarcely any men on our books to make up our quota for the Tenth Reinforcements. Our quota for the Tenth should go to camp on about November 10. We may be asked to find 550 men for that force. When it was understood that the November force would total 3000, the City was asked to contribute 375 men. [955, 595, 1105, 727]
article-body: The calling up of extra bodies of troops which will have to take place shortly has caused the Defence authorities to alter their plans slightly regarding the disposition of men in camps. [325, 72, 474, 129]
article-subheading: MUST PRESERVE A REAL NEUTRALITY. [662, 470, 767, 490]
press-credit: By Telegraph—Press Association—Copyright [24, 551, 145, 569]
article-body: A notable personality in the commercial and political life of New Zealand passes away in the death of Mr. John Duthie, M.L.C., who died at his residence, Balgownie, Hawker Street. [955, 76, 1105, 133]
article-divider [325, 1533, 474, 1534]
article-body: The Hon. G. W. Russell (Minister in Charge of Hospitals) states that the same policy that has been laid down and followed up till the present in disposing wounded soldiers in hospitals will be followed in regard to the men returning by the Willochra and the Tofua. [482, 85, 632, 161]
